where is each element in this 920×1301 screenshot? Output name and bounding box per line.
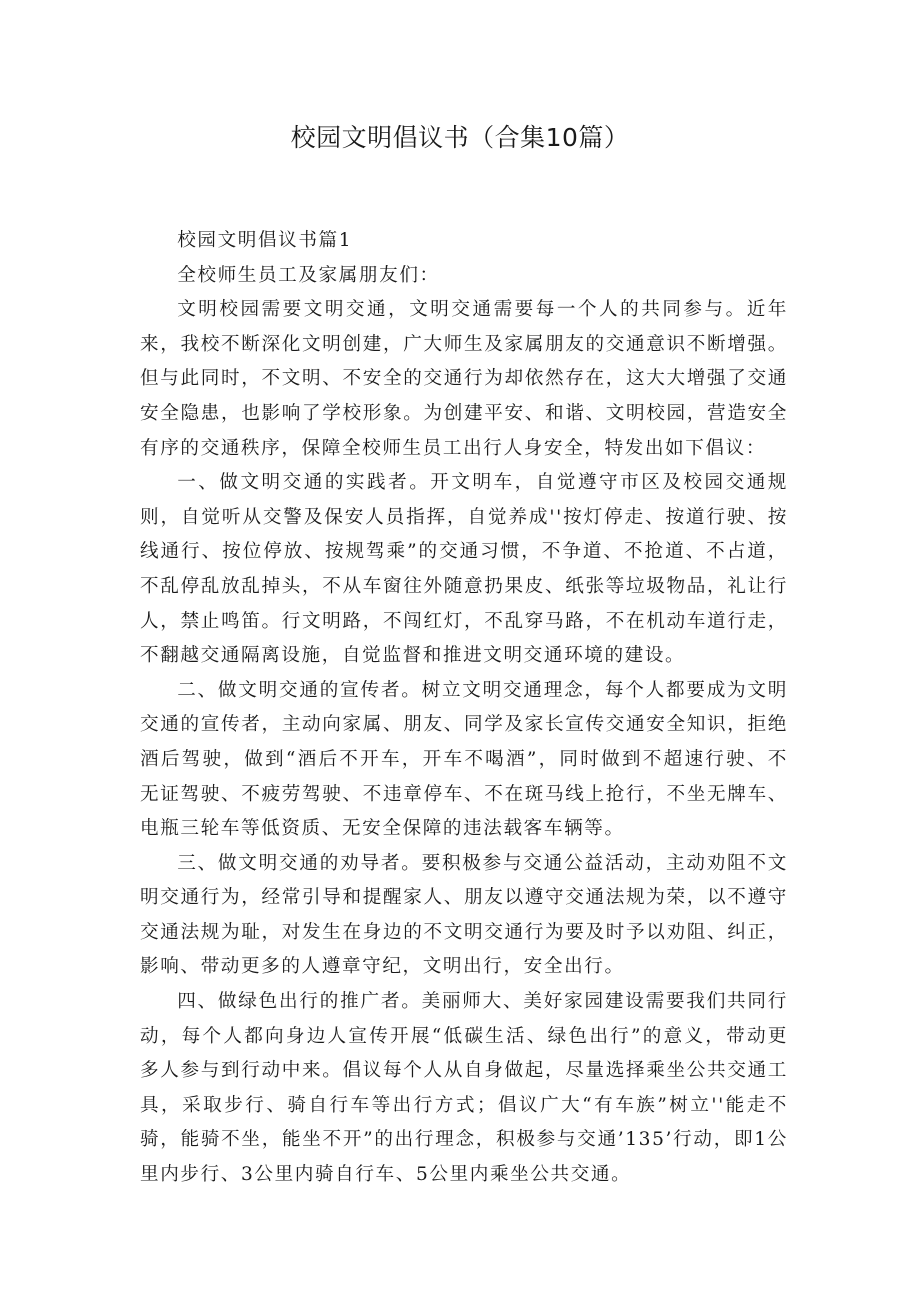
paragraph-practitioner: 一、做文明交通的实践者。开文明车，自觉遵守市区及校园交通规则，自觉听从交警及保安人员指挥，自觉养成''按灯停走、按道行驶、按线通行、按位停放、按规驾乘”的交通习惯，不争道、不抢道、不占道，不乱停乱放乱掉头，不从车窗往外随意扔果皮、纸张等垃圾物品，礼让行人，禁止鸣笛。行文明路，不闯红灯，不乱穿马路，不在机动车道行走，不翻越交通隔离设施，自觉监督和推进文明交通环境的建设。 (140, 472, 788, 667)
paragraph-persuader: 三、做文明交通的劝导者。要积极参与交通公益活动，主动劝阻不文明交通行为，经常引导和提醒家人、朋友以遵守交通法规为荣，以不遵守交通法规为耻，对发生在身边的不文明交通行为要及时予以劝阻、纠正，影响、带动更多的人遵章守纪，文明出行，安全出行。 (140, 852, 788, 978)
document-title: 校园文明倡议书（合集10篇） (290, 123, 630, 152)
section-heading: 校园文明倡议书篇1 (177, 230, 353, 251)
paragraph-intro: 文明校园需要文明交通，文明交通需要每一个人的共同参与。近年来，我校不断深化文明创建，广大师生及家属朋友的交通意识不断增强。但与此同时，不文明、不安全的交通行为却依然存在，这大大增强了交通安全隐患，也影响了学校形象。为创建平安、和谐、文明校园，营造安全有序的交通秩序，保障全校师生员工出行人身安全，特发出如下倡议： (140, 299, 788, 459)
paragraph-green-travel: 四、做绿色出行的推广者。美丽师大、美好家园建设需要我们共同行动，每个人都向身边人宣传开展“低碳生活、绿色出行”的意义，带动更多人参与到行动中来。倡议每个人从自身做起，尽量选择乘坐公共交通工具，采取步行、骑自行车等出行方式；倡议广大“有车族”树立''能走不骑，能骑不坐，能坐不开”的出行理念，积极参与交通’135’行动，即1公里内步行、3公里内骑自行车、5公里内乘坐公共交通。 (140, 991, 788, 1186)
salutation: 全校师生员工及家属朋友们： (177, 264, 440, 286)
paragraph-promoter: 二、做文明交通的宣传者。树立文明交通理念，每个人都要成为文明交通的宣传者，主动向家属、朋友、同学及家长宣传交通安全知识，拒绝酒后驾驶，做到“酒后不开车，开车不喝酒”，同时做到不超速行驶、不无证驾驶、不疲劳驾驶、不违章停车、不在斑马线上抢行，不坐无牌车、电瓶三轮车等低资质、无安全保障的违法载客车辆等。 (140, 679, 788, 840)
document-body (140, 224, 788, 1193)
